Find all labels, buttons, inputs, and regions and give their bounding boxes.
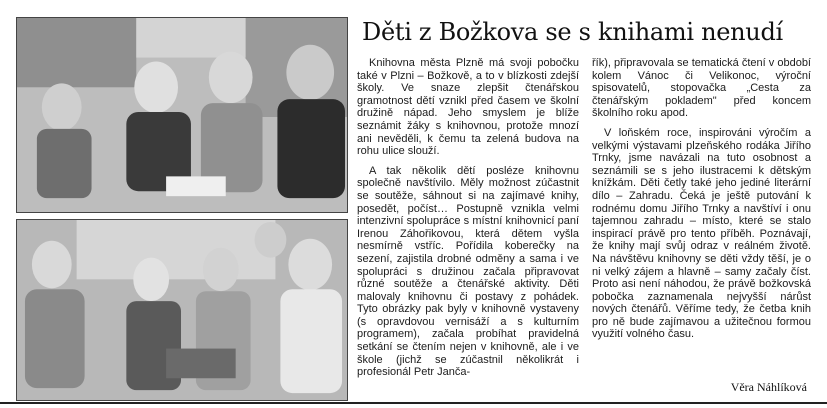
bottom-rule (0, 402, 827, 404)
article-column-2 (592, 57, 811, 341)
article-column-1 (357, 57, 579, 379)
author-byline: Věra Náhlíková (730, 380, 807, 394)
paragraph: řík), připravovala se tematická čtení v období kolem Vánoc či Velikonoc, výroční spisovatelů, stopovačka „Cesta za čtenářským pokladem" před koncem školního roku apod. (592, 57, 811, 120)
article-title: Děti z Božkova se s knihami nenudí (362, 18, 783, 46)
paragraph: V loňském roce, inspirováni výročím a velkými výstavami plzeňského rodáka Jiřího Trnky, jsme navázali na tuto osobnost a seznámili se s jeho ilustracemi k dětským knížkám. Děti četly také jeho jediné literární dílo – Zahradu. Čeká je ještě putování k rodnému domu Jiřího Trnky a navštíví i onu tajemnou zahradu – místo, které se stalo inspirací právě pro tento příběh. Poznávají, že knihy mají svůj odraz v reálném životě. Na návštěvu knihovny se děti vždy těší, je o ni velký zájem a hlavně – samy začaly číst. Proto asi není náhodou, že právě božkovská pobočka zaznamenala nejvyšší nárůst nových čtenářů. Věříme tedy, že četba knih pro ně bude zajímavou a užitečnou formou využití volného času. (592, 126, 811, 341)
paragraph: Knihovna města Plzně má svoji pobočku také v Plzni – Božkově, a to v blízkosti zdejší školy. Ve snaze zlepšit čtenářskou gramotnost dětí vznikl před časem ve školní družině nápad. Jeho smyslem je blíže seznámit žáky s knihovnou, protože mnozí ani nevěděli, k čemu ta zelená budova na rohu ulice slouží. (357, 57, 579, 158)
photo-children-group-bottom (16, 219, 348, 401)
photo-children-reading-top (16, 17, 348, 213)
paragraph: A tak několik dětí posléze knihovnu společně navštívilo. Měly možnost zúčastnit se soutěže, sáhnout si na zajímavé knihy, posedět, počíst… Postupně vznikla velmi intenzivní spolupráce s místní knihovnicí paní Irenou Záhořikovou, která dětem vyšla nesmírně vstříc. Pořídila koberečky na sezení, zajistila drobné odměny a sama i ve spolupráci s družinou začala připravovat různé soutěže a čtenářské aktivity. Děti malovaly knihovnu či postavy z pohádek. Tyto obrázky pak byly v knihovně vystaveny (s opravdovou vernisáží a s kulturním programem), začala probíhat pravidelná setkání se čtením nejen v knihovně, ale i ve škole (jichž se zúčastnil několikrát i profesionál Petr Janča- (357, 164, 579, 379)
